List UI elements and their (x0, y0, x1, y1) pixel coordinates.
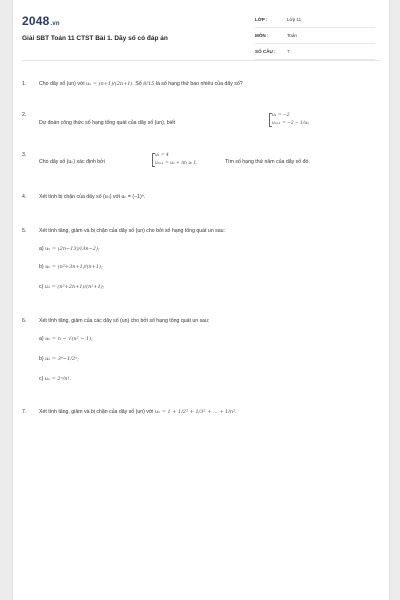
question-number: 4. (22, 194, 27, 200)
logo-text: 2048 (22, 14, 50, 28)
meta-value: 7 (287, 49, 290, 54)
meta-value: Toán (287, 33, 297, 38)
question-text: Dự đoán công thức số hạng tổng quát của dãy số (un), biết (39, 120, 176, 126)
math-formula: uₙ = (n²+2n+1)/(n²+1); (44, 284, 105, 290)
meta-row-count (255, 47, 375, 60)
header-divider (22, 60, 380, 61)
site-logo[interactable] (22, 14, 60, 28)
system-line: uₙ₊₁ = uₙ + nn ≥ 1. (155, 160, 198, 166)
question-text-part: là số hạng thứ bao nhiêu của dãy số? (155, 81, 243, 87)
logo-suffix: .vn (50, 21, 60, 27)
document-title: Giải SBT Toán 11 CTST Bài 1. Dãy số có đáp án (22, 35, 168, 42)
math-formula: 8/15 (143, 81, 155, 87)
sub-question-b (39, 356, 79, 363)
system-line: u₁ = −2 (272, 113, 290, 118)
question-number: 3. (22, 152, 27, 158)
question-number: 2. (22, 112, 27, 118)
question-text-part: Cho dãy số (un) với (39, 81, 85, 87)
question-number: 7. (22, 409, 27, 415)
question-text: Tìm số hạng thứ năm của dãy số đó. (225, 159, 310, 165)
question-text-part: . Số (132, 81, 142, 87)
recurrence-system (155, 152, 198, 168)
sub-label: c) (39, 376, 44, 382)
math-formula: uₙ = 1 + 1/2² + 1/3² + ... + 1/n². (154, 409, 237, 415)
question-5 (22, 228, 382, 298)
sub-question-c (39, 376, 71, 383)
sub-label: b) (39, 356, 44, 362)
question-number: 5. (22, 228, 27, 234)
metadata-panel (255, 15, 375, 63)
meta-key: LỚP : (255, 17, 268, 22)
question-text: Xét tính tăng, giảm của các dãy số (un) cho bởi số hạng tổng quát un sau: (39, 318, 210, 324)
question-text: Cho dãy số (uₙ) xác định bởi (39, 159, 105, 165)
math-formula: uₙ = (2n−13)/(3n−2); (45, 246, 100, 252)
meta-value: Lớp 11 (287, 17, 302, 22)
question-text (39, 409, 237, 416)
math-formula: uₙ = 2ⁿ/n!. (44, 376, 72, 382)
sub-label: b) (39, 264, 44, 270)
question-text (39, 81, 243, 88)
sub-question-a (39, 246, 100, 253)
system-line: u₁ = 4 (155, 153, 169, 158)
sub-question-a (39, 336, 93, 343)
question-6 (22, 318, 382, 388)
meta-row-class (255, 15, 375, 28)
math-formula: uₙ = 3ⁿ−1/2ⁿ; (45, 356, 79, 362)
sub-question-c (39, 284, 104, 291)
meta-key: MÔN : (255, 33, 269, 38)
math-formula: uₙ = n − √(n² − 1); (45, 336, 93, 342)
question-number: 1. (22, 81, 27, 87)
sub-label: c) (39, 284, 44, 290)
sub-label: a) (39, 336, 44, 342)
math-formula: uₙ = (n+1)/(2n+1) (85, 81, 133, 87)
meta-key: SỐ CÂU : (255, 49, 276, 54)
meta-row-subject (255, 31, 375, 44)
question-3 (22, 152, 382, 180)
question-text: Xét tính tăng, giảm và bị chặn của dãy số (un) cho bởi số hạng tổng quát un sau: (39, 228, 225, 234)
sub-question-b (39, 264, 103, 271)
question-number: 6. (22, 318, 27, 324)
question-text-part: Xét tính tăng, giảm và bị chặn của dãy số (un) với (39, 409, 154, 415)
math-formula: uₙ = (n²+3n+1)/(n+1); (45, 264, 103, 270)
question-text: Xét tính bị chặn của dãy số (uₙ) với uₙ = (−1)ⁿ. (39, 194, 146, 200)
sub-label: a) (39, 246, 44, 252)
document-page (12, 0, 390, 600)
system-line: uₙ₊₁ = −2 − 1/uₙ (272, 120, 309, 126)
recurrence-system (272, 112, 309, 128)
question-2 (22, 112, 382, 142)
